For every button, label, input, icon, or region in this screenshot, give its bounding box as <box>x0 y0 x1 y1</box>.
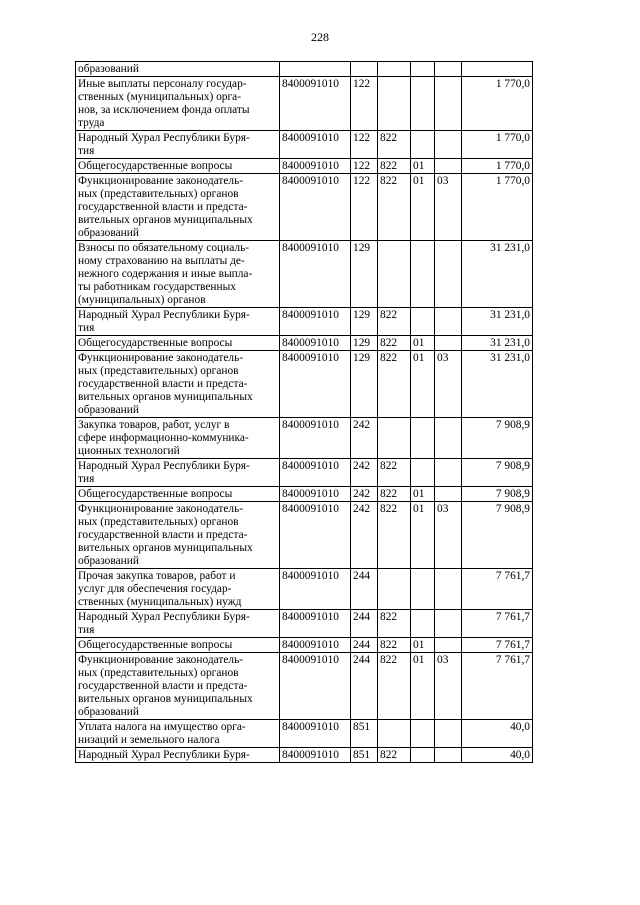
section-cell <box>411 720 435 748</box>
section-cell <box>411 77 435 131</box>
item-name-cell: Народный Хурал Республики Буря- тия <box>76 308 280 336</box>
amount-cell: 31 231,0 <box>462 351 533 418</box>
department-cell: 822 <box>378 487 411 502</box>
expense-type-cell: 244 <box>351 610 378 638</box>
item-name-cell: Общегосударственные вопросы <box>76 638 280 653</box>
section-cell <box>411 418 435 459</box>
section-cell <box>411 308 435 336</box>
subsection-cell: 03 <box>435 174 462 241</box>
amount-cell: 1 770,0 <box>462 159 533 174</box>
department-cell: 822 <box>378 351 411 418</box>
expense-type-cell: 129 <box>351 351 378 418</box>
table-row <box>76 720 533 748</box>
target-article-cell: 8400091010 <box>280 610 351 638</box>
section-cell: 01 <box>411 159 435 174</box>
table-row <box>76 487 533 502</box>
amount-cell: 7 761,7 <box>462 638 533 653</box>
amount-cell: 7 908,9 <box>462 487 533 502</box>
expense-type-cell: 122 <box>351 174 378 241</box>
section-cell: 01 <box>411 653 435 720</box>
expense-type-cell: 851 <box>351 748 378 763</box>
subsection-cell <box>435 336 462 351</box>
target-article-cell: 8400091010 <box>280 308 351 336</box>
item-name-cell: Функционирование законодатель- ных (представительных) органов государственной власти и предста- вительных органов муниципальных образований <box>76 174 280 241</box>
table-row <box>76 459 533 487</box>
table-row <box>76 159 533 174</box>
department-cell <box>378 720 411 748</box>
department-cell: 822 <box>378 748 411 763</box>
department-cell: 822 <box>378 308 411 336</box>
item-name-cell: Взносы по обязательному социаль- ному страхованию на выплаты де- нежного содержания и иные выпла- ты работникам государственных (муниципальных) органов <box>76 241 280 308</box>
section-cell: 01 <box>411 502 435 569</box>
item-name-cell: Народный Хурал Республики Буря- тия <box>76 459 280 487</box>
amount-cell: 31 231,0 <box>462 336 533 351</box>
target-article-cell: 8400091010 <box>280 336 351 351</box>
item-name-cell: Народный Хурал Республики Буря- <box>76 748 280 763</box>
target-article-cell: 8400091010 <box>280 653 351 720</box>
subsection-cell <box>435 748 462 763</box>
section-cell <box>411 610 435 638</box>
item-name-cell: Функционирование законодатель- ных (представительных) органов государственной власти и предста- вительных органов муниципальных образований <box>76 653 280 720</box>
table-row <box>76 502 533 569</box>
target-article-cell: 8400091010 <box>280 159 351 174</box>
subsection-cell <box>435 77 462 131</box>
expense-type-cell: 129 <box>351 336 378 351</box>
subsection-cell <box>435 610 462 638</box>
subsection-cell <box>435 241 462 308</box>
item-name-cell: Функционирование законодатель- ных (представительных) органов государственной власти и предста- вительных органов муниципальных образований <box>76 351 280 418</box>
item-name-cell: Общегосударственные вопросы <box>76 487 280 502</box>
table-row <box>76 610 533 638</box>
amount-cell: 40,0 <box>462 748 533 763</box>
amount-cell: 1 770,0 <box>462 77 533 131</box>
expense-type-cell: 242 <box>351 487 378 502</box>
item-name-cell: Народный Хурал Республики Буря- тия <box>76 610 280 638</box>
item-name-cell: Иные выплаты персоналу государ- ственных (муниципальных) орга- нов, за исключением фонда оплаты труда <box>76 77 280 131</box>
department-cell: 822 <box>378 131 411 159</box>
budget-table-body <box>76 62 533 763</box>
expense-type-cell: 122 <box>351 131 378 159</box>
section-cell <box>411 748 435 763</box>
budget-table <box>75 61 533 763</box>
table-row <box>76 569 533 610</box>
section-cell: 01 <box>411 351 435 418</box>
section-cell: 01 <box>411 487 435 502</box>
expense-type-cell: 244 <box>351 638 378 653</box>
item-name-cell: Общегосударственные вопросы <box>76 159 280 174</box>
amount-cell: 7 908,9 <box>462 459 533 487</box>
section-cell <box>411 241 435 308</box>
target-article-cell: 8400091010 <box>280 638 351 653</box>
target-article-cell: 8400091010 <box>280 418 351 459</box>
section-cell <box>411 62 435 77</box>
table-row <box>76 308 533 336</box>
table-row <box>76 241 533 308</box>
amount-cell: 31 231,0 <box>462 241 533 308</box>
table-row <box>76 174 533 241</box>
amount-cell: 7 761,7 <box>462 653 533 720</box>
item-name-cell: Народный Хурал Республики Буря- тия <box>76 131 280 159</box>
amount-cell: 31 231,0 <box>462 308 533 336</box>
table-row <box>76 336 533 351</box>
expense-type-cell: 129 <box>351 241 378 308</box>
expense-type-cell: 242 <box>351 459 378 487</box>
department-cell: 822 <box>378 336 411 351</box>
department-cell: 822 <box>378 653 411 720</box>
expense-type-cell: 244 <box>351 569 378 610</box>
department-cell <box>378 241 411 308</box>
item-name-cell: Уплата налога на имущество орга- низаций и земельного налога <box>76 720 280 748</box>
section-cell <box>411 459 435 487</box>
expense-type-cell: 244 <box>351 653 378 720</box>
subsection-cell: 03 <box>435 502 462 569</box>
table-row <box>76 748 533 763</box>
amount-cell: 7 908,9 <box>462 418 533 459</box>
item-name-cell: образований <box>76 62 280 77</box>
target-article-cell: 8400091010 <box>280 241 351 308</box>
table-row <box>76 653 533 720</box>
target-article-cell: 8400091010 <box>280 748 351 763</box>
department-cell <box>378 418 411 459</box>
expense-type-cell: 122 <box>351 77 378 131</box>
target-article-cell <box>280 62 351 77</box>
item-name-cell: Закупка товаров, работ, услуг в сфере информационно-коммуника- ционных технологий <box>76 418 280 459</box>
amount-cell <box>462 62 533 77</box>
table-row <box>76 77 533 131</box>
subsection-cell <box>435 459 462 487</box>
target-article-cell: 8400091010 <box>280 351 351 418</box>
department-cell <box>378 62 411 77</box>
target-article-cell: 8400091010 <box>280 174 351 241</box>
target-article-cell: 8400091010 <box>280 720 351 748</box>
subsection-cell <box>435 418 462 459</box>
section-cell: 01 <box>411 638 435 653</box>
amount-cell: 40,0 <box>462 720 533 748</box>
expense-type-cell: 122 <box>351 159 378 174</box>
amount-cell: 1 770,0 <box>462 131 533 159</box>
subsection-cell <box>435 131 462 159</box>
department-cell: 822 <box>378 638 411 653</box>
subsection-cell: 03 <box>435 351 462 418</box>
target-article-cell: 8400091010 <box>280 502 351 569</box>
department-cell <box>378 569 411 610</box>
section-cell <box>411 131 435 159</box>
expense-type-cell: 242 <box>351 502 378 569</box>
department-cell: 822 <box>378 159 411 174</box>
expense-type-cell <box>351 62 378 77</box>
department-cell: 822 <box>378 502 411 569</box>
target-article-cell: 8400091010 <box>280 131 351 159</box>
table-row <box>76 62 533 77</box>
department-cell <box>378 77 411 131</box>
target-article-cell: 8400091010 <box>280 459 351 487</box>
item-name-cell: Общегосударственные вопросы <box>76 336 280 351</box>
table-row <box>76 351 533 418</box>
item-name-cell: Функционирование законодатель- ных (представительных) органов государственной власти и предста- вительных органов муниципальных образований <box>76 502 280 569</box>
amount-cell: 7 761,7 <box>462 610 533 638</box>
section-cell: 01 <box>411 336 435 351</box>
item-name-cell: Прочая закупка товаров, работ и услуг для обеспечения государ- ственных (муниципальных) нужд <box>76 569 280 610</box>
subsection-cell <box>435 62 462 77</box>
department-cell: 822 <box>378 174 411 241</box>
section-cell: 01 <box>411 174 435 241</box>
subsection-cell <box>435 720 462 748</box>
subsection-cell <box>435 487 462 502</box>
subsection-cell <box>435 308 462 336</box>
table-row <box>76 418 533 459</box>
table-row <box>76 638 533 653</box>
subsection-cell <box>435 159 462 174</box>
expense-type-cell: 242 <box>351 418 378 459</box>
section-cell <box>411 569 435 610</box>
amount-cell: 7 908,9 <box>462 502 533 569</box>
subsection-cell <box>435 638 462 653</box>
subsection-cell <box>435 569 462 610</box>
target-article-cell: 8400091010 <box>280 487 351 502</box>
table-row <box>76 131 533 159</box>
target-article-cell: 8400091010 <box>280 77 351 131</box>
expense-type-cell: 851 <box>351 720 378 748</box>
amount-cell: 1 770,0 <box>462 174 533 241</box>
page-number: 228 <box>311 30 329 44</box>
department-cell: 822 <box>378 610 411 638</box>
target-article-cell: 8400091010 <box>280 569 351 610</box>
amount-cell: 7 761,7 <box>462 569 533 610</box>
subsection-cell: 03 <box>435 653 462 720</box>
expense-type-cell: 129 <box>351 308 378 336</box>
department-cell: 822 <box>378 459 411 487</box>
